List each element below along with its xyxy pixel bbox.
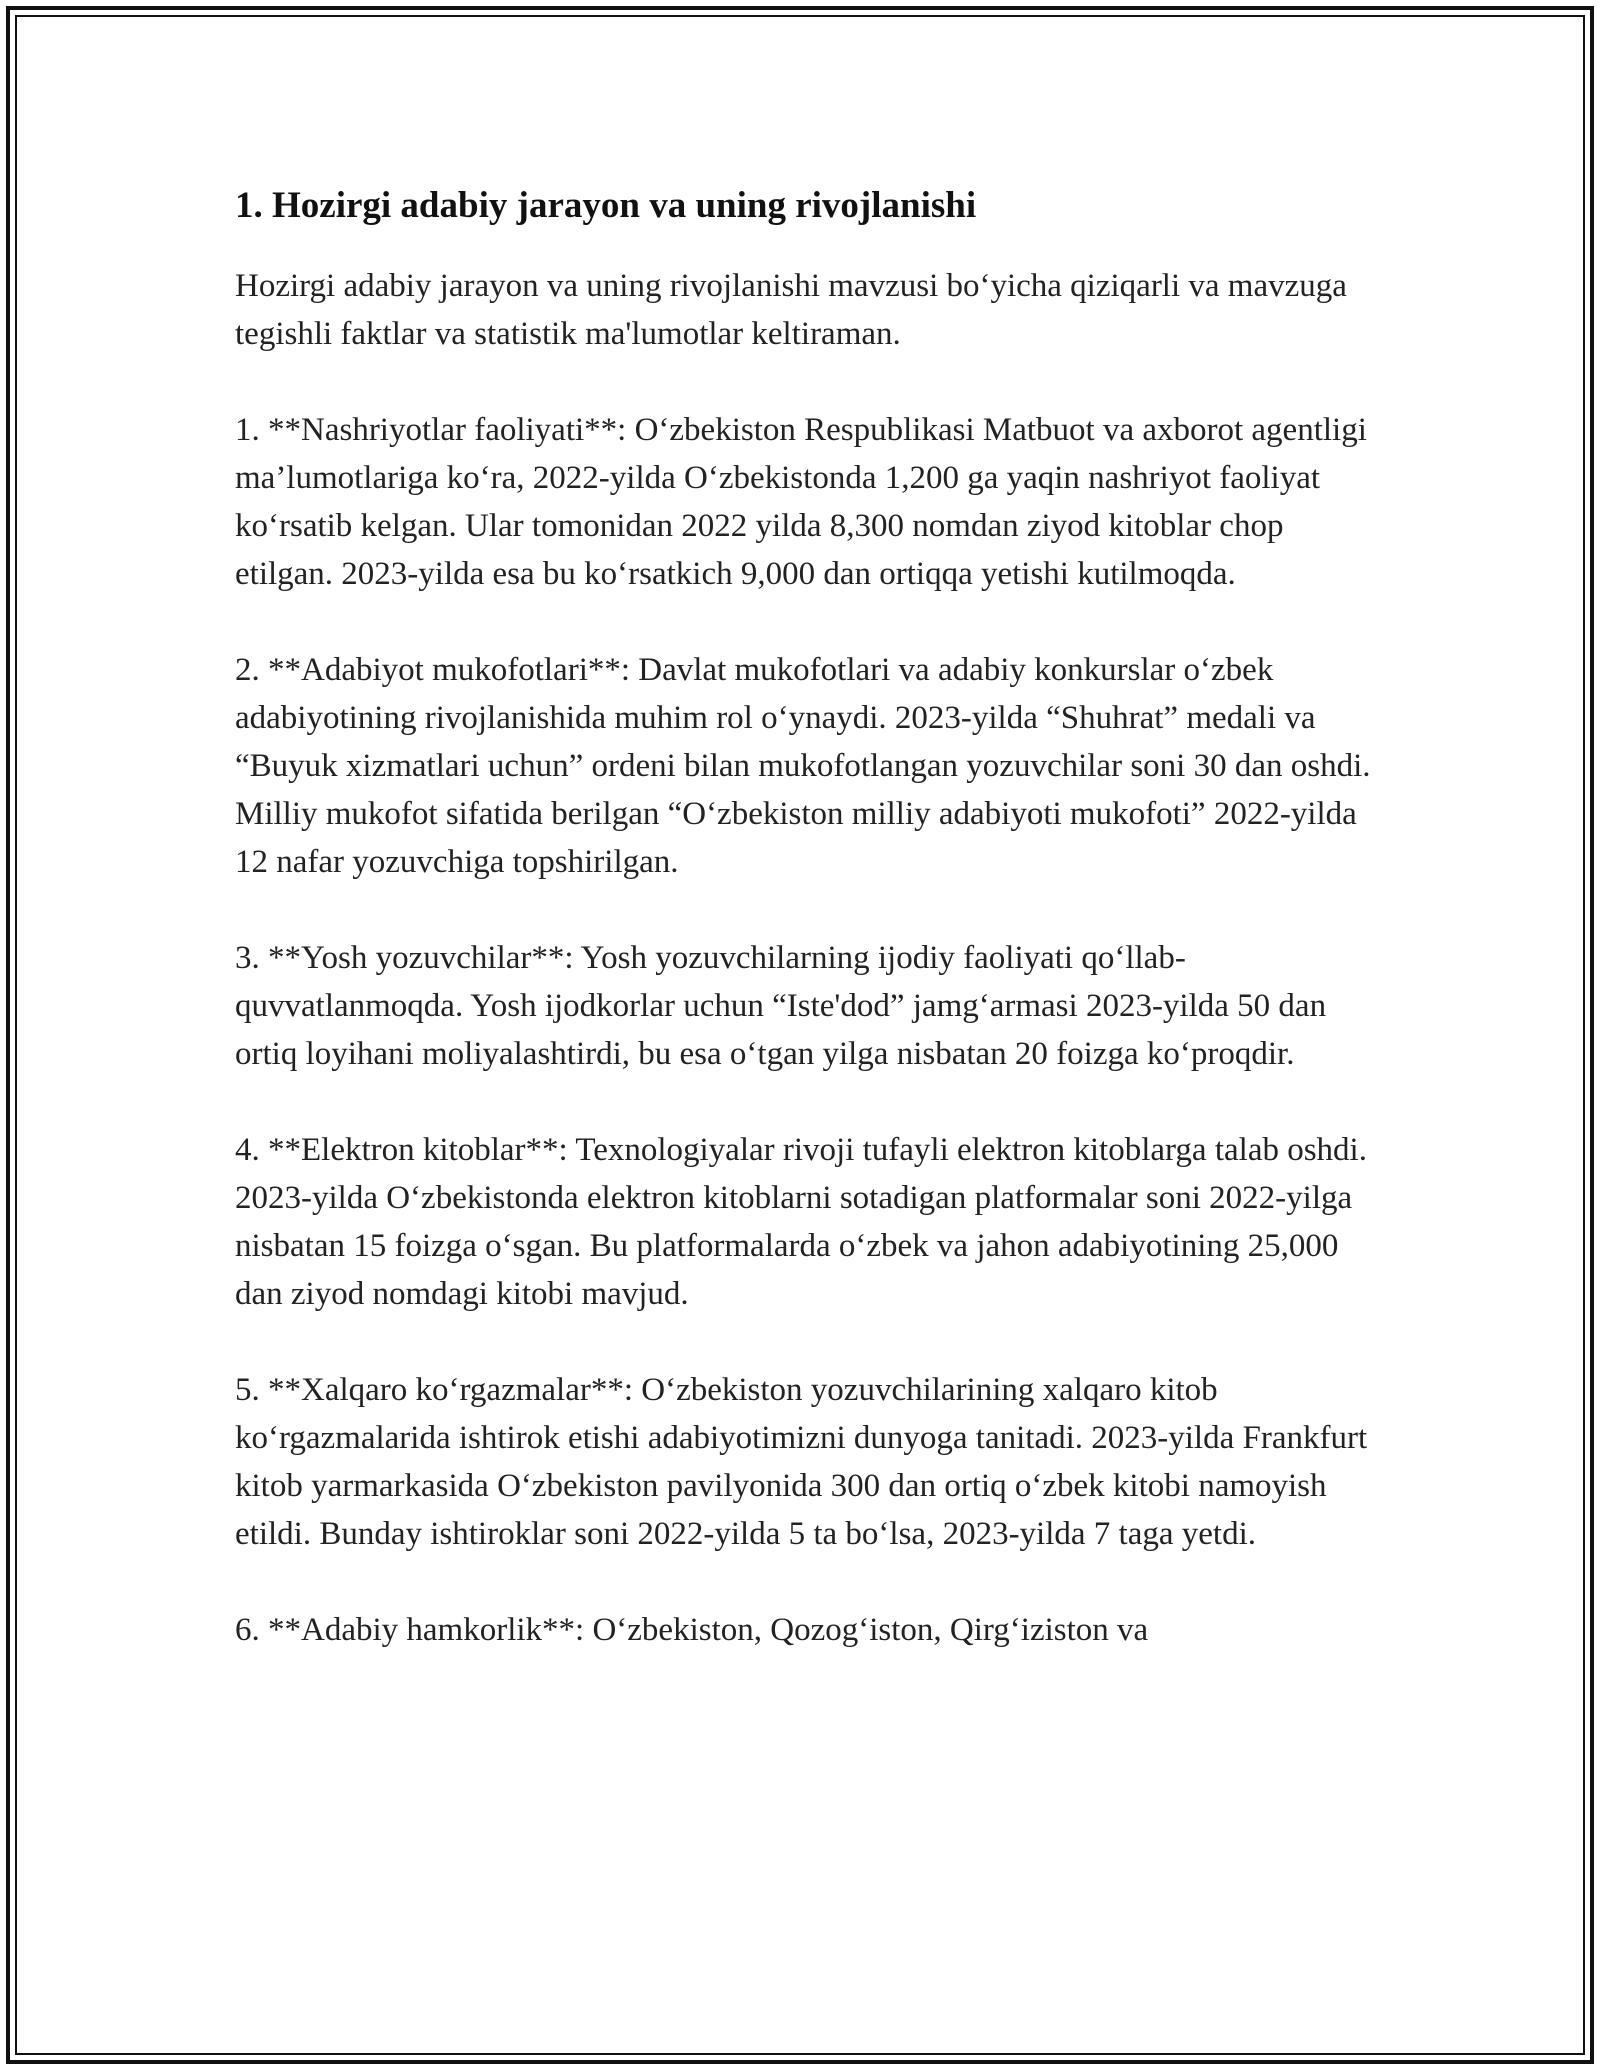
section-paragraph-4: 4. **Elektron kitoblar**: Texnologiyalar rivoji tufayli elektron kitoblarga talab oshdi. 2023-yilda O‘zbekistonda elektron kitoblarni sotadigan platformalar soni 2022-yilga nisbatan 15 foizga o‘sgan. Bu platformalarda o‘zbek va jahon adabiyotining 25,000 dan ziyod nomdagi kitobi mavjud. [235,1132,1367,1313]
document-title: 1. Hozirgi adabiy jarayon va uning rivojlanishi [235,185,977,226]
section-paragraph-2: 2. **Adabiyot mukofotlari**: Davlat mukofotlari va adabiy konkurslar o‘zbek adabiyotining rivojlanishida muhim rol o‘ynaydi. 2023-yilda “Shuhrat” medali va “Buyuk xizmatlari uchun” ordeni bilan mukofotlangan yozuvchilar soni 30 dan oshdi. Milliy mukofot sifatida berilgan “O‘zbekiston milliy adabiyoti mukofoti” 2022-yilda 12 nafar yozuvchiga topshirilgan. [235,652,1371,881]
section-paragraph-5: 5. **Xalqaro ko‘rgazmalar**: O‘zbekiston yozuvchilarining xalqaro kitob ko‘rgazmalarida ishtirok etishi adabiyotimizni dunyoga tanitadi. 2023-yilda Frankfurt kitob yarmarkasida O‘zbekiston pavilyonida 300 dan ortiq o‘zbek kitobi namoyish etildi. Bunday ishtiroklar soni 2022-yilda 5 ta bo‘lsa, 2023-yilda 7 taga yetdi. [235,1372,1368,1553]
section-paragraph-6: 6. **Adabiy hamkorlik**: O‘zbekiston, Qozog‘iston, Qirg‘iziston va [235,1612,1149,1649]
section-paragraph-3: 3. **Yosh yozuvchilar**: Yosh yozuvchilarning ijodiy faoliyati qo‘llab-quvvatlanmoqda. Yosh ijodkorlar uchun “Iste'dod” jamg‘armasi 2023-yilda 50 dan ortiq loyihani moliyalashtirdi, bu esa o‘tgan yilga nisbatan 20 foizga ko‘proqdir. [235,940,1327,1073]
section-paragraph-1: 1. **Nashriyotlar faoliyati**: O‘zbekiston Respublikasi Matbuot va axborot agentligi ma’lumotlariga ko‘ra, 2022-yilda O‘zbekistonda 1,200 ga yaqin nashriyot faoliyat ko‘rsatib kelgan. Ular tomonidan 2022 yilda 8,300 nomdan ziyod kitoblar chop etilgan. 2023-yilda esa bu ko‘rsatkich 9,000 dan ortiqqa yetishi kutilmoqda. [235,412,1367,593]
intro-paragraph: Hozirgi adabiy jarayon va uning rivojlanishi mavzusi bo‘yicha qiziqarli va mavzuga tegishli faktlar va statistik ma'lumotlar keltiraman. [235,268,1347,353]
document-body [235,182,1375,1702]
